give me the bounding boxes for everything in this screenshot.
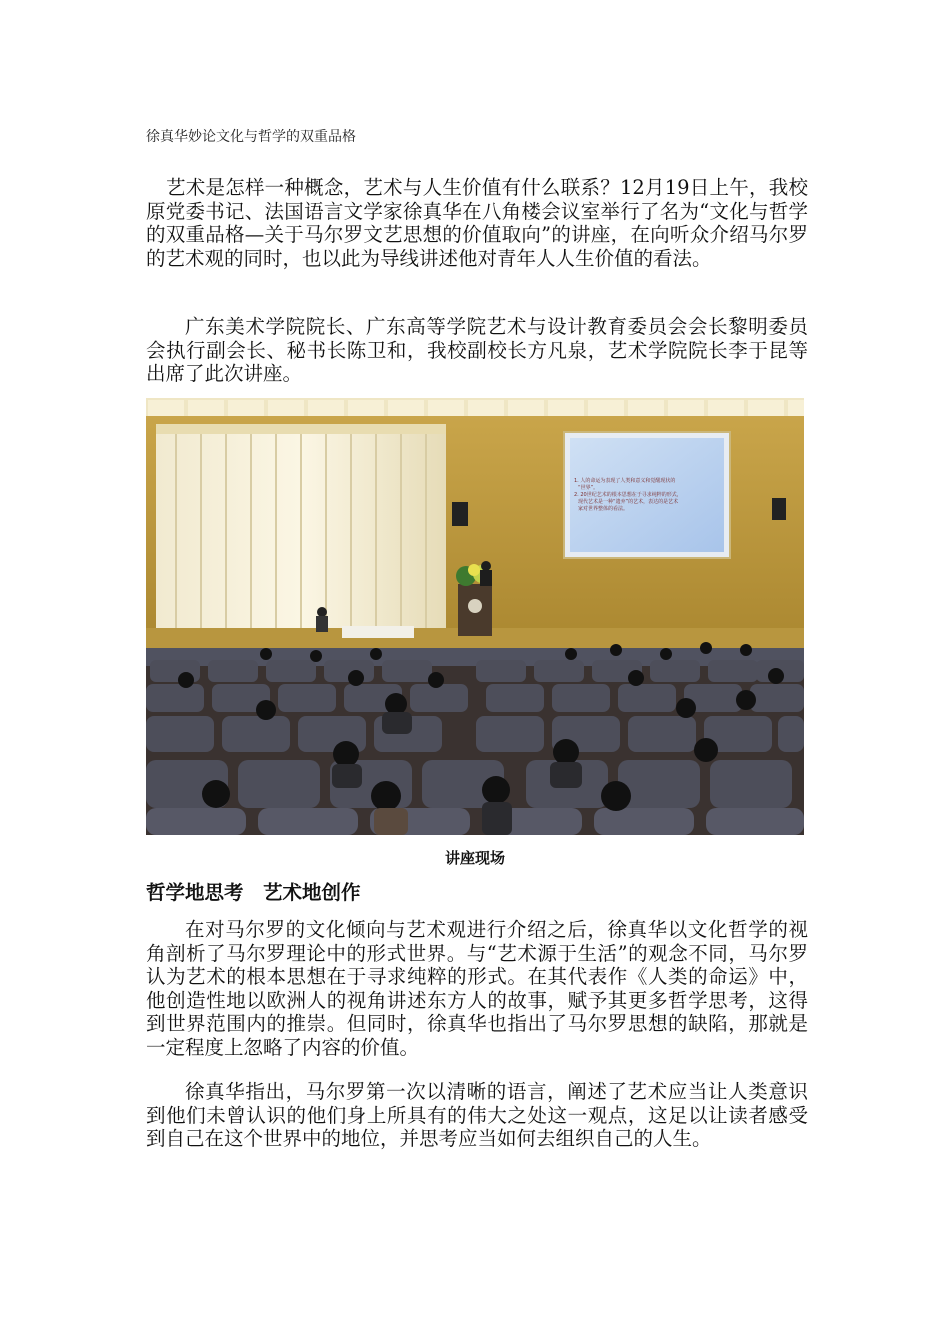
side-table [342, 626, 414, 638]
slide-text-line: 2. 20世纪艺术的根本思想在于寻求纯粹的形式， [574, 492, 682, 498]
section-paragraph-2: 徐真华指出，马尔罗第一次以清晰的语言，阐述了艺术应当让人类意识到他们未曾认识的他们身上所具有的伟大之处这一观点，这足以让读者感受到自己在这个世界中的地位，并思考应当如何去组织自己的人生。 [146, 1080, 808, 1150]
wall-speaker [452, 502, 468, 526]
lecture-hall-illustration [146, 398, 804, 835]
slide-text-line: 1. 人的命运为表现了人类和意义和觉醒现状的 [574, 478, 676, 484]
window-curtains [156, 424, 446, 646]
wall-speaker-right [772, 498, 786, 520]
slide-text-line: “世界”。 [578, 485, 599, 491]
projection-screen [564, 432, 730, 558]
section-paragraph-1: 在对马尔罗的文化倾向与艺术观进行介绍之后，徐真华以文化哲学的视角剖析了马尔罗理论中的形式世界。与“艺术源于生活”的观念不同，马尔罗认为艺术的根本思想在于寻求纯粹的形式。在其代表作《人类的命运》中，他创造性地以欧洲人的视角讲述东方人的故事，赋予其更多哲学思考，这得到世界范围内的推崇。但同时，徐真华也指出了马尔罗思想的缺陷，那就是一定程度上忽略了内容的价值。 [146, 918, 808, 1059]
section-heading: 哲学地思考 艺术地创作 [146, 881, 361, 904]
slide-text-line: 现代艺术是一种“遗弃”的艺术，表达的是艺术 [578, 499, 679, 505]
document-title: 徐真华妙论文化与哲学的双重品格 [146, 129, 356, 145]
slide-text-line: 家对世界整体的看法。 [578, 506, 629, 512]
intro-paragraph-2: 广东美术学院院长、广东高等学院艺术与设计教育委员会会长黎明委员会执行副会长、秘书长陈卫和，我校副校长方凡泉，艺术学院院长李于昆等出席了此次讲座。 [146, 315, 808, 385]
lecture-photo [146, 398, 804, 835]
podium [456, 561, 492, 636]
photo-caption: 讲座现场 [444, 849, 505, 867]
intro-paragraph-1: 艺术是怎样一种概念，艺术与人生价值有什么联系？12月19日上午，我校原党委书记、法国语言文学家徐真华在八角楼会议室举行了名为“文化与哲学的双重品格—关于马尔罗文艺思想的价值取向”的讲座，在向听众介绍马尔罗的艺术观的同时，也以此为导线讲述他对青年人人生价值的看法。 [146, 176, 808, 270]
